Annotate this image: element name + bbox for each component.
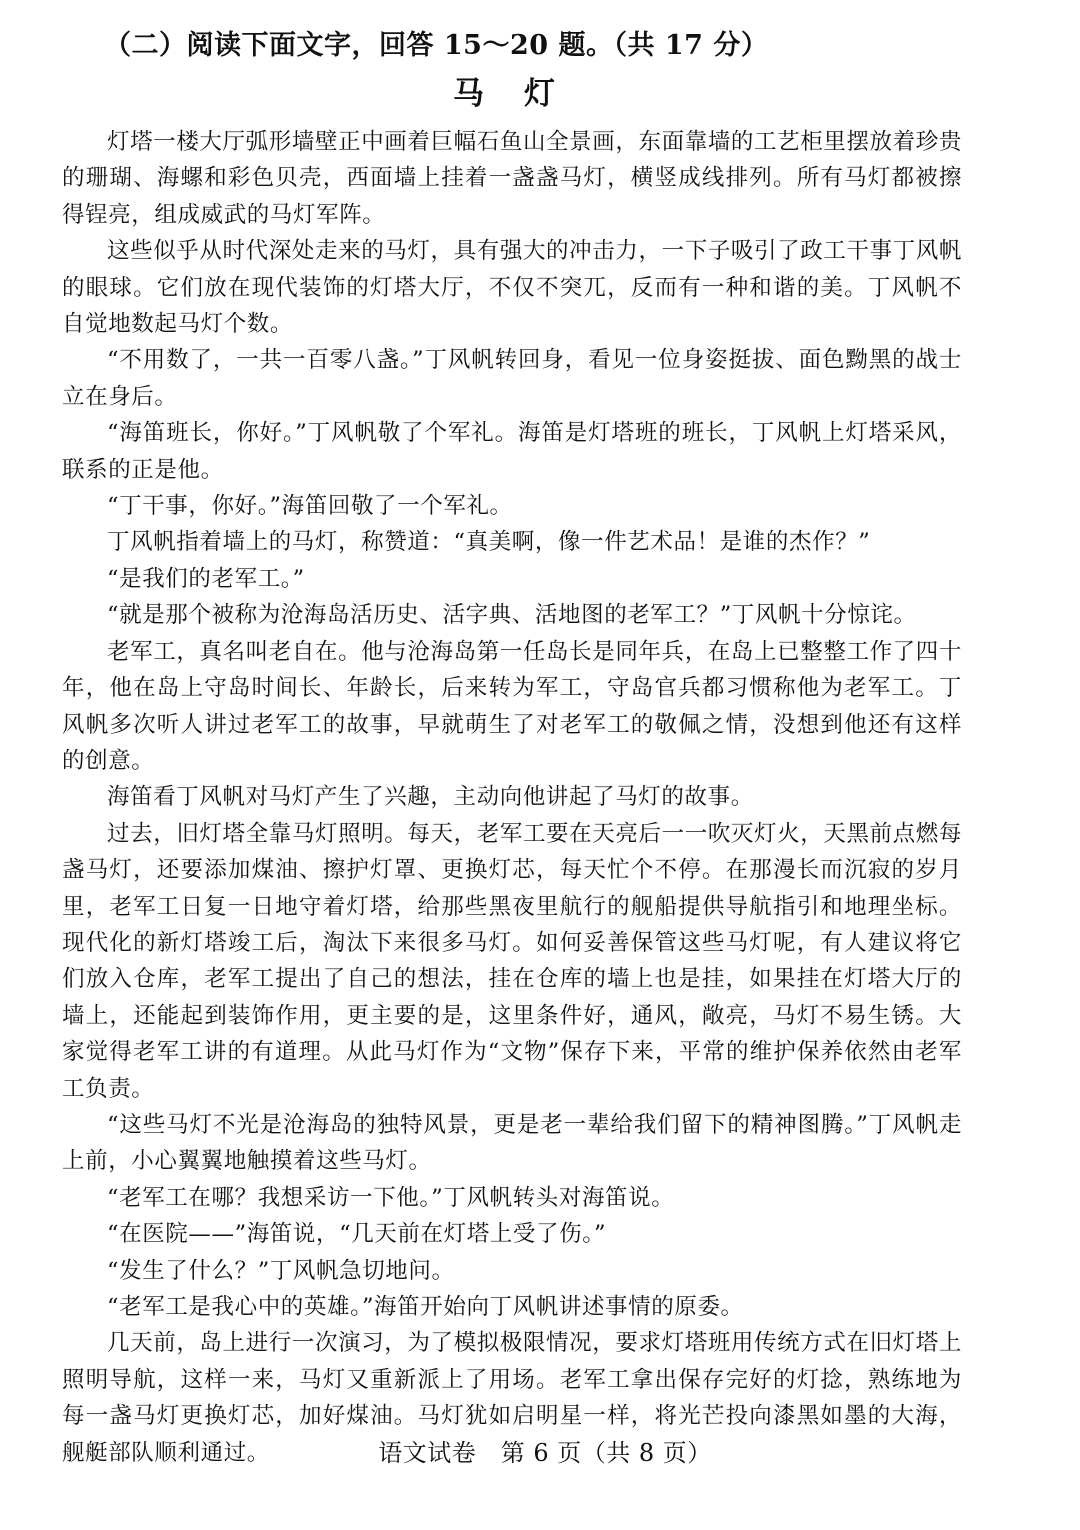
paragraph: “丁干事，你好。”海笛回敬了一个军礼。 [107,493,513,520]
paragraph: “不用数了，一共一百零八盏。”丁风帆转回身，看见一位身姿挺拔、面色黝黑的战士立在身后。 [62,347,962,410]
passage-title: 马灯 [453,76,595,112]
paragraph: “发生了什么？”丁风帆急切地问。 [107,1257,455,1284]
paragraph: 老军工，真名叫老自在。他与沧海岛第一任岛长是同年兵，在岛上已整整工作了四十年，他在岛上守岛时间长、年龄长，后来转为军工，守岛官兵都习惯称他为老军工。丁风帆多次听人讲过老军工的故事，早就萌生了对老军工的敬佩之情，没想到他还有这样的创意。 [62,638,962,774]
paragraph: 丁风帆指着墙上的马灯，称赞道：“真美啊，像一件艺术品！是谁的杰作？” [107,529,871,556]
paragraph: 几天前，岛上进行一次演习，为了模拟极限情况，要求灯塔班用传统方式在旧灯塔上照明导航，这样一来，马灯又重新派上了用场。老军工拿出保存完好的灯捻，熟练地为每一盏马灯更换灯芯，加好煤油。马灯犹如启明星一样，将光芒投向漆黑如墨的大海，舰艇部队顺利通过。 [62,1330,962,1466]
paragraph: “在医院——”海笛说，“几天前在灯塔上受了伤。” [107,1221,607,1248]
paragraph: “就是那个被称为沧海岛活历史、活字典、活地图的老军工？”丁风帆十分惊诧。 [107,602,917,629]
paragraph: “是我们的老军工。” [107,565,305,592]
section-heading: （二）阅读下面文字，回答 15～20 题。（共 17 分） [104,30,769,61]
paragraph: 灯塔一楼大厅弧形墙壁正中画着巨幅石鱼山全景画，东面靠墙的工艺柜里摆放着珍贵的珊瑚、海螺和彩色贝壳，西面墙上挂着一盏盏马灯，横竖成线排列。所有马灯都被擦得锃亮，组成威武的马灯军阵。 [62,129,962,228]
passage-body [62,124,962,1471]
page-footer: 语文试卷 第 6 页（共 8 页） [378,1439,712,1467]
paragraph: “老军工是我心中的英雄。”海笛开始向丁风帆讲述事情的原委。 [107,1294,744,1320]
paragraph: 过去，旧灯塔全靠马灯照明。每天，老军工要在天亮后一一吹灭灯火，天黑前点燃每盏马灯，还要添加煤油、擦护灯罩、更换灯芯，每天忙个不停。在那漫长而沉寂的岁月里，老军工日复一日地守着灯塔，给那些黑夜里航行的舰船提供导航指引和地理坐标。现代化的新灯塔竣工后，淘汰下来很多马灯。如何妥善保管这些马灯呢，有人建议将它们放入仓库，老军工提出了自己的想法，挂在仓库的墙上也是挂，如果挂在灯塔大厅的墙上，还能起到装饰作用，更主要的是，这里条件好，通风，敞亮，马灯不易生锈。大家觉得老军工讲的有道理。从此马灯作为“文物”保存下来，平常的维护保养依然由老军工负责。 [62,820,962,1102]
paragraph: 这些似乎从时代深处走来的马灯，具有强大的冲击力，一下子吸引了政工干事丁风帆的眼球。它们放在现代装饰的灯塔大厅，不仅不突兀，反而有一种和谐的美。丁风帆不自觉地数起马灯个数。 [62,238,962,338]
paragraph: “老军工在哪？我想采访一下他。”丁风帆转头对海笛说。 [107,1184,675,1211]
paragraph: 海笛看丁风帆对马灯产生了兴趣，主动向他讲起了马灯的故事。 [107,784,754,811]
paragraph: “海笛班长，你好。”丁风帆敬了个军礼。海笛是灯塔班的班长，丁风帆上灯塔采风，联系的正是他。 [62,420,962,483]
paragraph: “这些马灯不光是沧海岛的独特风景，更是老一辈给我们留下的精神图腾。”丁风帆走上前，小心翼翼地触摸着这些马灯。 [62,1111,962,1175]
